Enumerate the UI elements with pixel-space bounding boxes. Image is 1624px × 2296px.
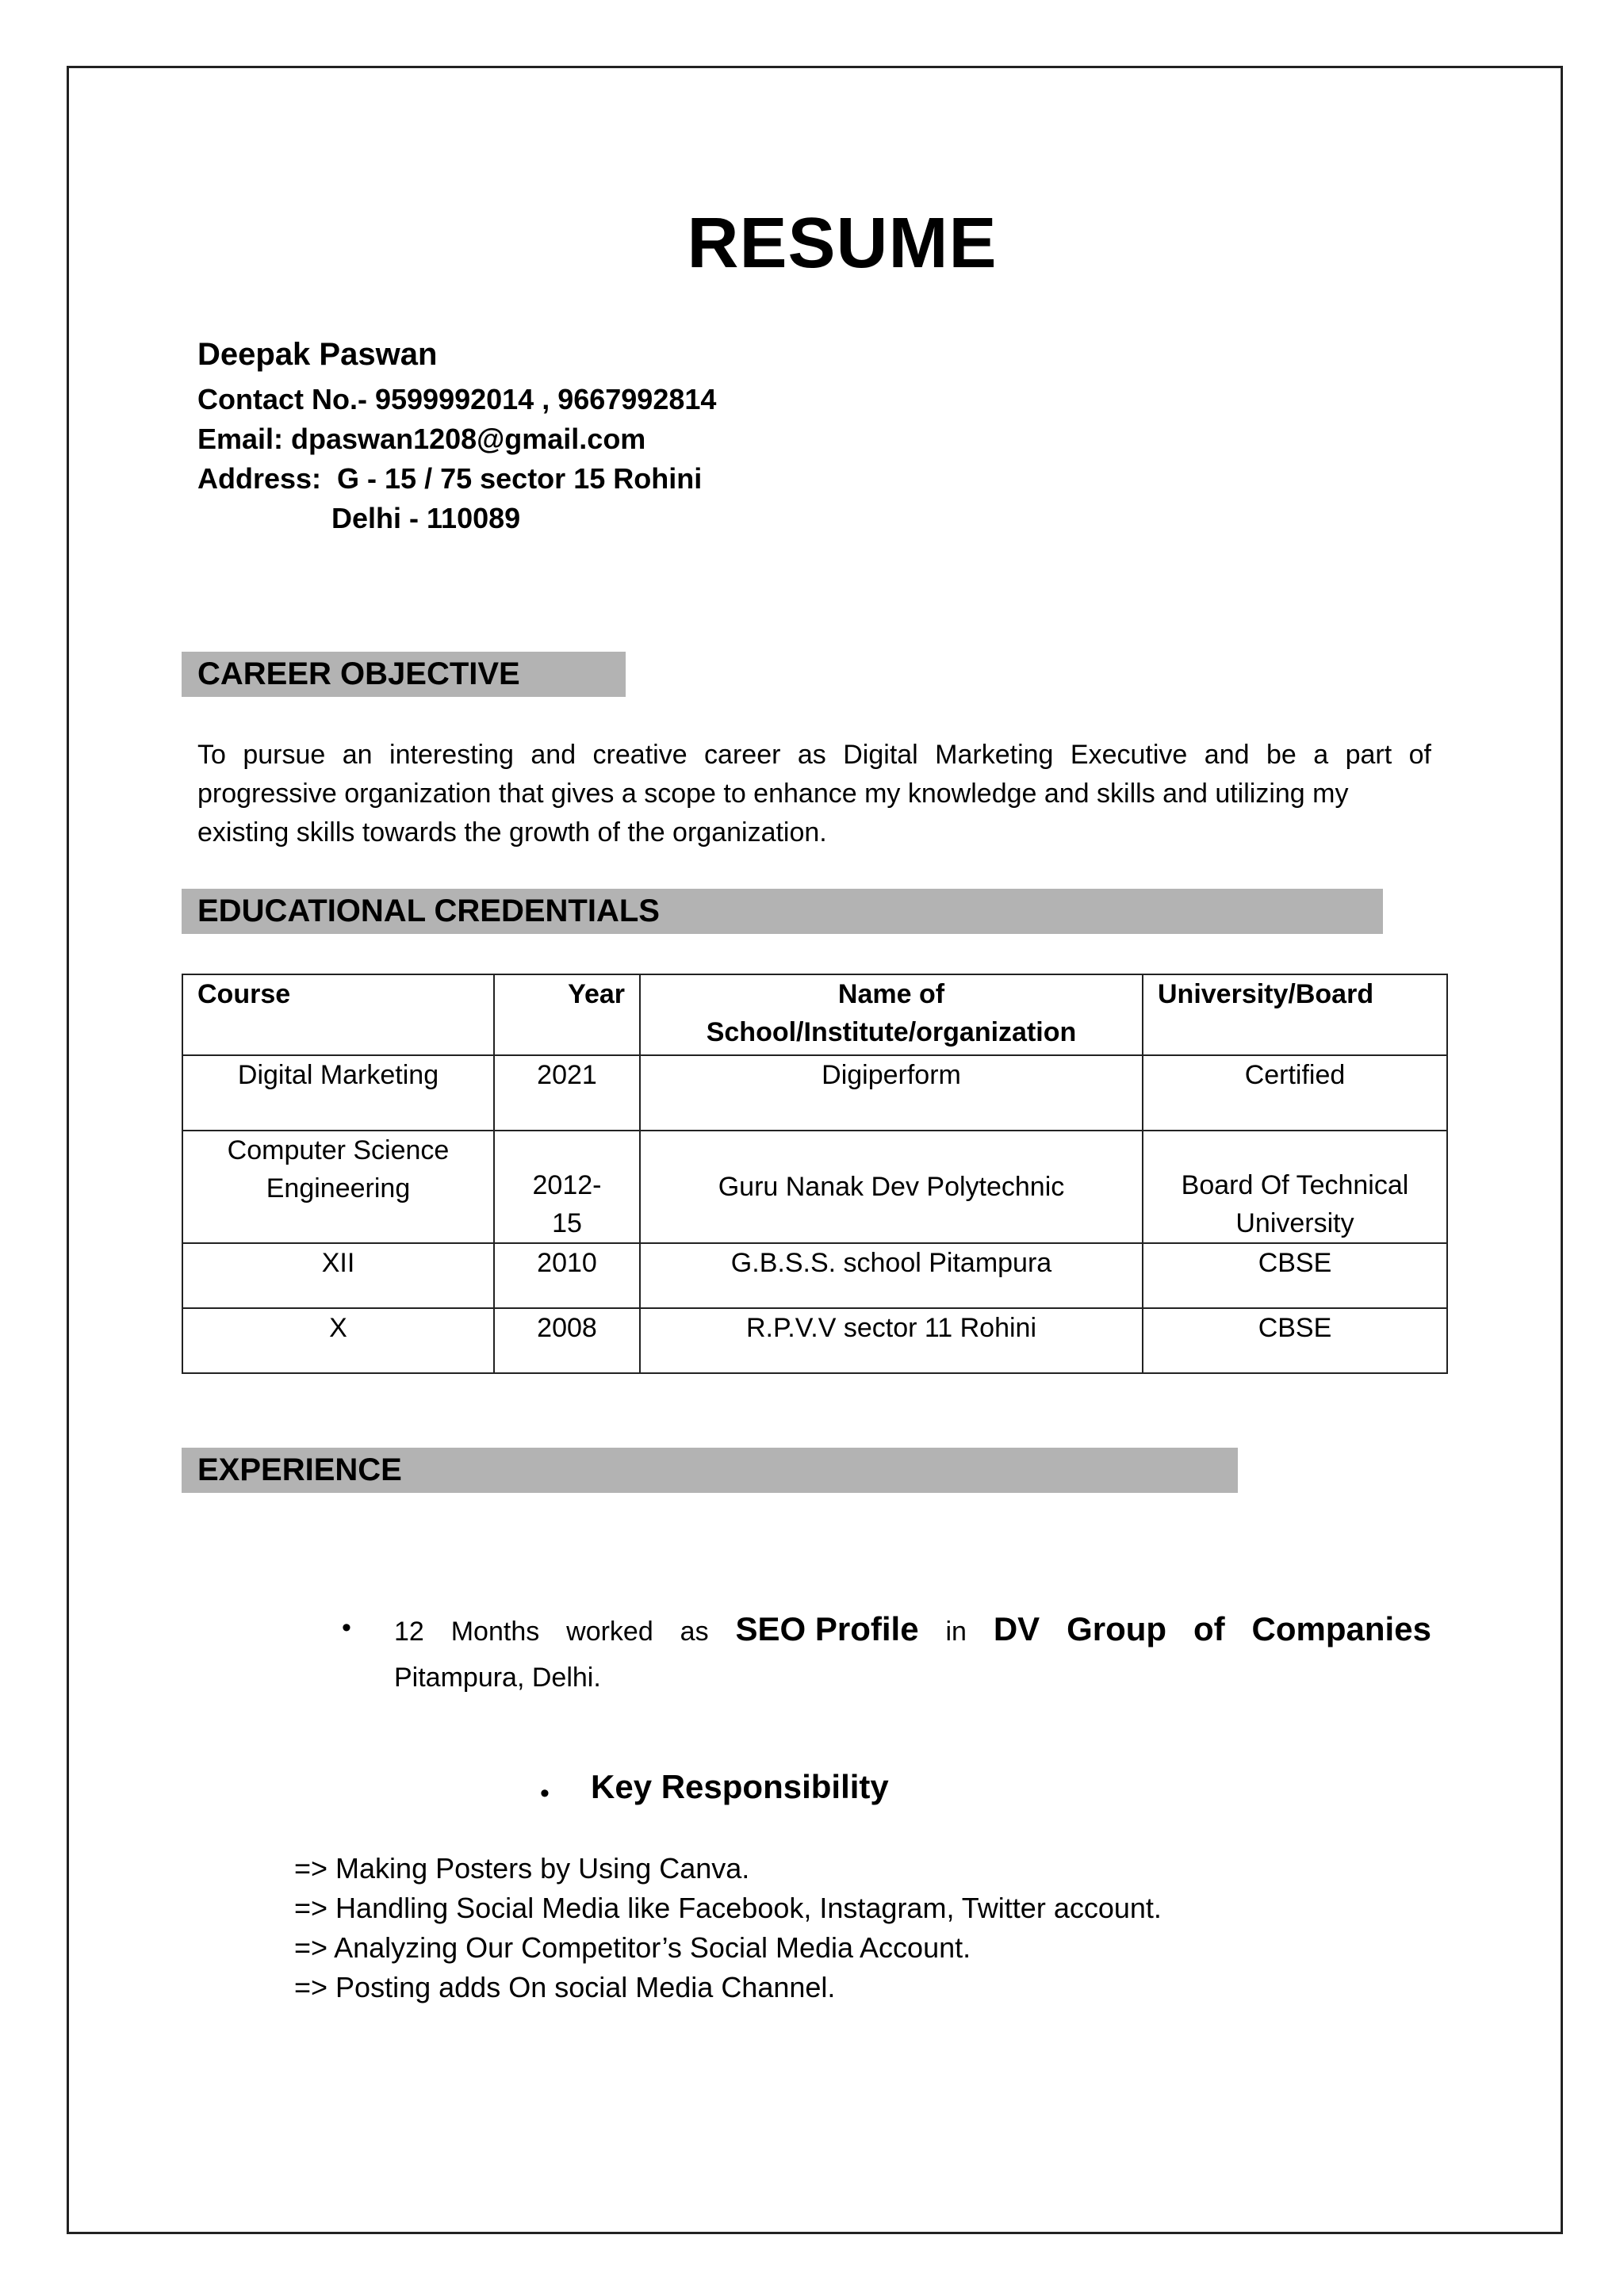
experience-word: worked: [566, 1617, 653, 1647]
experience-entry: [394, 1606, 1431, 1701]
cell-school: R.P.V.V sector 11 Rohini: [640, 1308, 1143, 1373]
company-word: DV: [993, 1610, 1040, 1647]
cell-board: CBSE: [1143, 1308, 1447, 1373]
education-heading: EDUCATIONAL CREDENTIALS: [182, 889, 1383, 934]
education-table: [182, 974, 1448, 1374]
cell-year: 2010: [494, 1243, 640, 1308]
table-row: [182, 1243, 1447, 1308]
career-objective-text: [197, 736, 1431, 852]
table-row: [182, 1131, 1447, 1243]
key-responsibility-bullet: •: [540, 1778, 550, 1808]
career-objective-text-a: To pursue an interesting and creative career as Digital Marketing Executive and be a part of progressive organization that gives a scope to enhance my knowledge and skills and utilizing my: [197, 740, 1431, 809]
experience-word: as: [680, 1617, 709, 1647]
company-word: Group: [1067, 1610, 1167, 1647]
cell-course: Digital Marketing: [182, 1055, 494, 1131]
cell-course: X: [182, 1308, 494, 1373]
responsibility-item: => Making Posters by Using Canva.: [294, 1852, 750, 1885]
experience-word: 12: [394, 1617, 424, 1647]
cell-board-line-1: Board Of Technical: [1181, 1170, 1409, 1200]
cell-year: [494, 1131, 640, 1243]
header-school: [640, 974, 1143, 1055]
cell-board: Certified: [1143, 1055, 1447, 1131]
header-school-line-2: School/Institute/organization: [706, 1017, 1077, 1047]
candidate-name: Deepak Paswan: [197, 337, 438, 372]
responsibility-item: => Analyzing Our Competitor’s Social Media Account.: [294, 1931, 971, 1964]
experience-bullet: •: [342, 1613, 351, 1643]
cell-school: Digiperform: [640, 1055, 1143, 1131]
cell-year: 2008: [494, 1308, 640, 1373]
cell-year-line-2: 15: [552, 1208, 582, 1238]
page-title: RESUME: [687, 204, 998, 283]
address-line-1: Address: G - 15 / 75 sector 15 Rohini: [197, 462, 703, 495]
cell-course: XII: [182, 1243, 494, 1308]
responsibility-item: => Handling Social Media like Facebook, Instagram, Twitter account.: [294, 1892, 1162, 1924]
cell-course: [182, 1131, 494, 1243]
contact-line: Contact No.- 9599992014 , 9667992814: [197, 383, 717, 415]
table-header-row: [182, 974, 1447, 1055]
cell-board: [1143, 1131, 1447, 1243]
cell-year-line-1: 2012-: [532, 1170, 602, 1200]
experience-word: in: [945, 1617, 967, 1647]
header-board: University/Board: [1143, 974, 1447, 1055]
header-year: Year: [494, 974, 640, 1055]
key-responsibility-heading: Key Responsibility: [591, 1768, 889, 1805]
cell-school: G.B.S.S. school Pitampura: [640, 1243, 1143, 1308]
email-line: Email: dpaswan1208@gmail.com: [197, 423, 646, 455]
experience-line-1: [394, 1606, 1431, 1655]
table-row: [182, 1308, 1447, 1373]
experience-role: SEO Profile: [735, 1610, 919, 1647]
experience-heading: EXPERIENCE: [182, 1448, 1238, 1493]
experience-location: Pitampura, Delhi.: [394, 1663, 601, 1693]
responsibility-item: => Posting adds On social Media Channel.: [294, 1971, 836, 2003]
cell-school: Guru Nanak Dev Polytechnic: [640, 1131, 1143, 1243]
company-word: Companies: [1251, 1610, 1431, 1647]
address-line-2: Delhi - 110089: [331, 502, 521, 534]
company-word: of: [1193, 1610, 1225, 1647]
header-school-line-1: Name of: [837, 979, 945, 1009]
career-objective-text-b: existing skills towards the growth of the organization.: [197, 817, 827, 848]
cell-board: CBSE: [1143, 1243, 1447, 1308]
cell-course-line-2: Engineering: [266, 1173, 411, 1203]
cell-board-line-2: University: [1235, 1208, 1354, 1238]
experience-word: Months: [450, 1617, 540, 1647]
cell-course-line-1: Computer Science: [227, 1135, 450, 1165]
cell-year: 2021: [494, 1055, 640, 1131]
header-course: Course: [182, 974, 494, 1055]
career-objective-heading: CAREER OBJECTIVE: [182, 652, 626, 697]
table-row: [182, 1055, 1447, 1131]
